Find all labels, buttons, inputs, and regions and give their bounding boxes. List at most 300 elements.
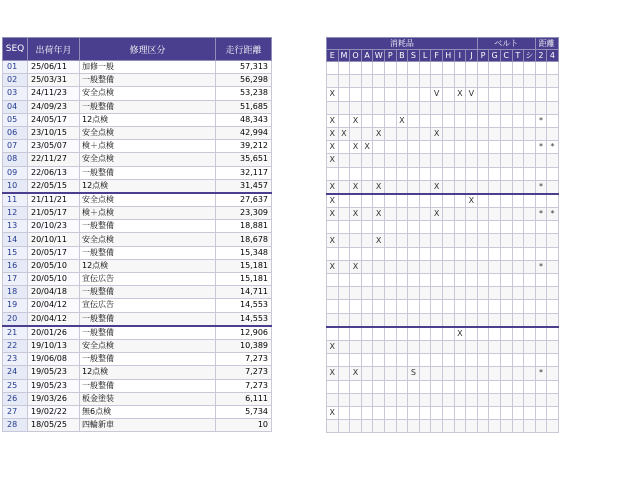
sub-header-16[interactable]: T [512, 50, 524, 62]
sub-header-2[interactable]: O [350, 50, 362, 62]
distance-cell: 15,181 [216, 259, 272, 272]
mark-cell [408, 88, 420, 101]
mark-cell [454, 114, 466, 127]
table-row[interactable] [3, 166, 272, 179]
matrix-row [327, 180, 559, 194]
mark-cell [477, 154, 489, 167]
table-row[interactable] [3, 233, 272, 246]
mark-cell [384, 167, 396, 180]
mark-cell: X [373, 127, 385, 140]
mark-cell [396, 62, 408, 75]
mark-cell [547, 260, 559, 273]
sub-header-4[interactable]: W [374, 51, 383, 60]
sub-header-12[interactable]: J [466, 50, 478, 62]
distance-cell: 35,651 [216, 153, 272, 166]
mark-cell [442, 101, 454, 114]
mark-cell [408, 354, 420, 367]
table-row[interactable] [3, 326, 272, 340]
table-row[interactable] [3, 312, 272, 326]
mark-cell [408, 101, 420, 114]
mark-cell [384, 287, 396, 300]
mark-cell [442, 154, 454, 167]
mark-cell [524, 154, 536, 167]
mark-cell [396, 101, 408, 114]
mark-cell [384, 393, 396, 406]
mark-cell [408, 141, 420, 154]
mark-cell [500, 260, 512, 273]
mark-cell [466, 167, 478, 180]
mark-cell [431, 62, 443, 75]
table-row[interactable] [3, 74, 272, 87]
mark-cell [361, 194, 373, 208]
sub-header-14[interactable]: G [489, 50, 501, 62]
mark-cell [524, 75, 536, 88]
sub-header-13[interactable]: P [477, 50, 489, 62]
mark-cell: X [327, 234, 339, 247]
mark-cell [442, 367, 454, 380]
table-row[interactable] [3, 87, 272, 100]
mark-cell [338, 114, 350, 127]
mark-cell [396, 300, 408, 313]
mark-cell [466, 420, 478, 433]
mark-cell [489, 274, 501, 287]
matrix-row [327, 208, 559, 221]
mark-cell [408, 287, 420, 300]
mark-cell: X [396, 114, 408, 127]
table-row[interactable] [3, 299, 272, 312]
date-cell: 18/05/25 [28, 419, 80, 432]
mark-cell [361, 300, 373, 313]
seq-cell: 09 [3, 166, 28, 179]
seq-cell: 07 [3, 140, 28, 153]
sub-header-17[interactable]: シ [525, 51, 534, 60]
mark-cell: X [327, 114, 339, 127]
mark-cell [454, 340, 466, 353]
sub-header-15[interactable]: C [500, 50, 512, 62]
mark-cell [489, 247, 501, 260]
mark-cell [361, 247, 373, 260]
mark-cell [500, 88, 512, 101]
mark-cell [500, 300, 512, 313]
table-row[interactable] [3, 246, 272, 259]
mark-cell [373, 274, 385, 287]
mark-cell [454, 420, 466, 433]
mark-cell [419, 354, 431, 367]
mark-cell [524, 88, 536, 101]
mark-cell [454, 221, 466, 234]
mark-cell [512, 380, 524, 393]
mark-cell [361, 420, 373, 433]
table-row[interactable] [3, 259, 272, 272]
distance-cell: 7,273 [216, 366, 272, 379]
matrix-row [327, 247, 559, 260]
mark-cell [338, 393, 350, 406]
matrix-row [327, 167, 559, 180]
mark-cell [477, 327, 489, 341]
distance-cell: 51,685 [216, 100, 272, 113]
mark-cell [454, 287, 466, 300]
mark-cell [350, 340, 362, 353]
table-row[interactable] [3, 339, 272, 352]
mark-cell [489, 101, 501, 114]
table-row[interactable] [3, 405, 272, 418]
sub-header-3[interactable]: A [361, 50, 373, 62]
mark-cell [477, 88, 489, 101]
sub-header-9[interactable]: F [431, 50, 443, 62]
distance-cell: 10,389 [216, 339, 272, 352]
seq-cell: 13 [3, 220, 28, 233]
mark-cell [535, 340, 547, 353]
table-row[interactable] [3, 419, 272, 432]
mark-cell [547, 327, 559, 341]
sub-header-6[interactable]: B [396, 50, 408, 62]
mark-cell: V [431, 88, 443, 101]
seq-header[interactable]: SEQ [3, 38, 28, 61]
mark-cell [384, 101, 396, 114]
mark-cell [396, 247, 408, 260]
seq-cell: 23 [3, 353, 28, 366]
mark-cell [500, 406, 512, 419]
distance-cell: 7,273 [216, 379, 272, 392]
mark-cell [454, 354, 466, 367]
mark-cell [327, 354, 339, 367]
mark-cell [431, 154, 443, 167]
mark-cell [442, 208, 454, 221]
mark-cell [454, 75, 466, 88]
mark-cell [338, 234, 350, 247]
mark-cell [431, 287, 443, 300]
mark-cell [361, 234, 373, 247]
mark-cell [431, 260, 443, 273]
mark-cell [442, 141, 454, 154]
mark-cell [512, 62, 524, 75]
mark-cell [361, 101, 373, 114]
mark-cell [466, 114, 478, 127]
mark-cell [524, 167, 536, 180]
mark-cell [327, 393, 339, 406]
table-row[interactable] [3, 207, 272, 220]
mark-cell [500, 327, 512, 341]
mark-cell [442, 62, 454, 75]
matrix-row [327, 340, 559, 353]
mark-cell [512, 101, 524, 114]
mark-cell [384, 327, 396, 341]
mark-cell: * [535, 260, 547, 273]
mark-cell [431, 274, 443, 287]
mark-cell [338, 313, 350, 327]
matrix-row [327, 300, 559, 313]
mark-cell [419, 300, 431, 313]
matrix-row [327, 101, 559, 114]
type-cell: 安全点検 [80, 126, 216, 139]
mark-cell [547, 313, 559, 327]
date-cell: 20/05/10 [28, 259, 80, 272]
mark-cell [442, 88, 454, 101]
mark-cell [442, 393, 454, 406]
mark-cell [373, 380, 385, 393]
table-row[interactable] [3, 193, 272, 207]
matrix-row [327, 141, 559, 154]
sub-header-5[interactable]: P [384, 50, 396, 62]
mark-cell [408, 393, 420, 406]
mark-cell [350, 75, 362, 88]
mark-cell [524, 62, 536, 75]
mark-cell: * [535, 141, 547, 154]
mark-cell [373, 327, 385, 341]
type-header[interactable]: 修理区分 [80, 38, 216, 61]
table-row[interactable] [3, 286, 272, 299]
mark-cell [442, 287, 454, 300]
table-row[interactable] [3, 126, 272, 139]
mark-cell [477, 367, 489, 380]
mark-cell [431, 327, 443, 341]
mark-cell [535, 167, 547, 180]
mark-cell [466, 287, 478, 300]
mark-cell [454, 367, 466, 380]
seq-cell: 05 [3, 113, 28, 126]
date-cell: 19/05/23 [28, 366, 80, 379]
mark-cell [338, 274, 350, 287]
table-row[interactable] [3, 220, 272, 233]
table-row[interactable] [3, 179, 272, 193]
mark-cell [396, 154, 408, 167]
sub-header-7[interactable]: S [408, 50, 420, 62]
sub-header-11[interactable]: I [454, 50, 466, 62]
type-cell: 安全点検 [80, 153, 216, 166]
mark-cell [396, 393, 408, 406]
sub-header-19[interactable]: 4 [547, 50, 559, 62]
mark-cell [489, 406, 501, 419]
seq-cell: 16 [3, 259, 28, 272]
mark-cell [524, 327, 536, 341]
date-header[interactable]: 出荷年月 [28, 38, 80, 61]
mark-cell: * [547, 141, 559, 154]
mark-cell [419, 380, 431, 393]
mark-cell [373, 313, 385, 327]
mark-cell [466, 313, 478, 327]
mark-cell [512, 88, 524, 101]
distance-cell: 14,711 [216, 286, 272, 299]
mark-cell [454, 247, 466, 260]
mark-cell [535, 88, 547, 101]
mark-cell [373, 287, 385, 300]
mark-cell [396, 313, 408, 327]
mark-cell [535, 154, 547, 167]
mark-cell [524, 420, 536, 433]
mark-cell [512, 393, 524, 406]
mark-cell [477, 420, 489, 433]
mark-cell [512, 287, 524, 300]
mark-cell [547, 101, 559, 114]
mark-cell [489, 208, 501, 221]
sub-header-10[interactable]: H [442, 50, 454, 62]
mark-cell [535, 247, 547, 260]
mark-cell [384, 340, 396, 353]
sub-header-8[interactable]: L [419, 50, 431, 62]
seq-cell: 01 [3, 61, 28, 74]
mark-cell [338, 167, 350, 180]
table-row[interactable] [3, 366, 272, 379]
type-cell: 一般整備 [80, 246, 216, 259]
seq-cell: 04 [3, 100, 28, 113]
mark-cell [396, 354, 408, 367]
mark-cell [361, 406, 373, 419]
type-cell: 一般整備 [80, 74, 216, 87]
seq-cell: 10 [3, 179, 28, 193]
mark-cell [477, 260, 489, 273]
mark-cell [396, 127, 408, 140]
mark-cell [547, 300, 559, 313]
mark-cell [512, 127, 524, 140]
mark-cell [512, 167, 524, 180]
mark-cell [454, 313, 466, 327]
mark-cell [512, 327, 524, 341]
date-cell: 19/05/23 [28, 379, 80, 392]
table-row[interactable] [3, 353, 272, 366]
table-row[interactable] [3, 273, 272, 286]
mark-cell [500, 393, 512, 406]
mark-cell [466, 300, 478, 313]
date-cell: 20/10/23 [28, 220, 80, 233]
seq-cell: 25 [3, 379, 28, 392]
mark-cell [512, 221, 524, 234]
mark-cell [327, 274, 339, 287]
mark-cell [396, 260, 408, 273]
mark-cell [442, 234, 454, 247]
mark-cell [442, 354, 454, 367]
mark-cell [500, 208, 512, 221]
mark-cell [454, 234, 466, 247]
type-cell: 安全点検 [80, 233, 216, 246]
mark-cell: X [454, 88, 466, 101]
mark-cell [373, 62, 385, 75]
mark-cell [442, 247, 454, 260]
mark-cell [408, 114, 420, 127]
mark-cell [477, 274, 489, 287]
mark-cell: X [431, 180, 443, 194]
date-cell: 22/05/15 [28, 179, 80, 193]
type-cell: 板金塗装 [80, 392, 216, 405]
mark-cell [454, 154, 466, 167]
table-row[interactable] [3, 100, 272, 113]
mark-cell [500, 62, 512, 75]
distance-cell: 48,343 [216, 113, 272, 126]
matrix-row [327, 393, 559, 406]
mark-cell [361, 180, 373, 194]
mark-cell [454, 127, 466, 140]
distance-cell: 14,553 [216, 312, 272, 326]
mark-cell [396, 88, 408, 101]
date-cell: 20/01/26 [28, 326, 80, 340]
mark-cell [373, 260, 385, 273]
mark-cell [419, 420, 431, 433]
mark-cell [489, 340, 501, 353]
mark-cell [396, 141, 408, 154]
mark-cell [489, 300, 501, 313]
mark-cell [419, 114, 431, 127]
mark-cell [535, 62, 547, 75]
mark-cell [442, 75, 454, 88]
table-row[interactable] [3, 392, 272, 405]
mark-cell [466, 208, 478, 221]
mark-cell [373, 354, 385, 367]
distance-header[interactable]: 走行距離 [216, 38, 272, 61]
mark-cell [408, 194, 420, 208]
table-row[interactable] [3, 140, 272, 153]
mark-cell [500, 420, 512, 433]
mark-cell [535, 300, 547, 313]
mark-cell [419, 141, 431, 154]
mark-cell [512, 247, 524, 260]
mark-cell [442, 313, 454, 327]
mark-cell [477, 75, 489, 88]
mark-cell [396, 287, 408, 300]
seq-cell: 08 [3, 153, 28, 166]
date-cell: 20/04/12 [28, 299, 80, 312]
distance-cell: 10 [216, 419, 272, 432]
distance-cell: 12,906 [216, 326, 272, 340]
distance-cell: 42,994 [216, 126, 272, 139]
mark-cell [442, 194, 454, 208]
mark-cell [431, 114, 443, 127]
mark-cell [477, 62, 489, 75]
mark-cell [547, 167, 559, 180]
mark-cell [512, 141, 524, 154]
mark-cell [547, 380, 559, 393]
mark-cell [524, 208, 536, 221]
table-row[interactable] [3, 379, 272, 392]
table-row[interactable] [3, 61, 272, 74]
date-cell: 19/03/26 [28, 392, 80, 405]
mark-cell [524, 406, 536, 419]
mark-cell [419, 247, 431, 260]
mark-cell [373, 154, 385, 167]
mark-cell [489, 154, 501, 167]
mark-cell [535, 420, 547, 433]
mark-cell [442, 340, 454, 353]
distance-cell: 14,553 [216, 299, 272, 312]
sub-header-18[interactable]: 2 [535, 50, 547, 62]
table-row[interactable] [3, 153, 272, 166]
mark-cell [489, 221, 501, 234]
distance-cell: 18,881 [216, 220, 272, 233]
matrix-row [327, 406, 559, 419]
mark-cell [431, 354, 443, 367]
sub-header-0[interactable]: E [327, 50, 339, 62]
mark-cell [373, 393, 385, 406]
mark-cell [489, 75, 501, 88]
mark-cell [361, 274, 373, 287]
seq-cell: 14 [3, 233, 28, 246]
mark-cell [524, 340, 536, 353]
mark-cell [431, 167, 443, 180]
sub-header-1[interactable]: M [338, 50, 350, 62]
mark-cell [419, 180, 431, 194]
mark-cell [442, 114, 454, 127]
mark-cell: X [373, 234, 385, 247]
mark-cell [361, 127, 373, 140]
table-row[interactable] [3, 113, 272, 126]
mark-cell [466, 327, 478, 341]
mark-cell: X [361, 141, 373, 154]
distance-cell: 32,117 [216, 166, 272, 179]
mark-cell [431, 313, 443, 327]
mark-cell [535, 354, 547, 367]
mark-cell [419, 393, 431, 406]
mark-cell [454, 393, 466, 406]
mark-cell [547, 88, 559, 101]
mark-cell [338, 221, 350, 234]
